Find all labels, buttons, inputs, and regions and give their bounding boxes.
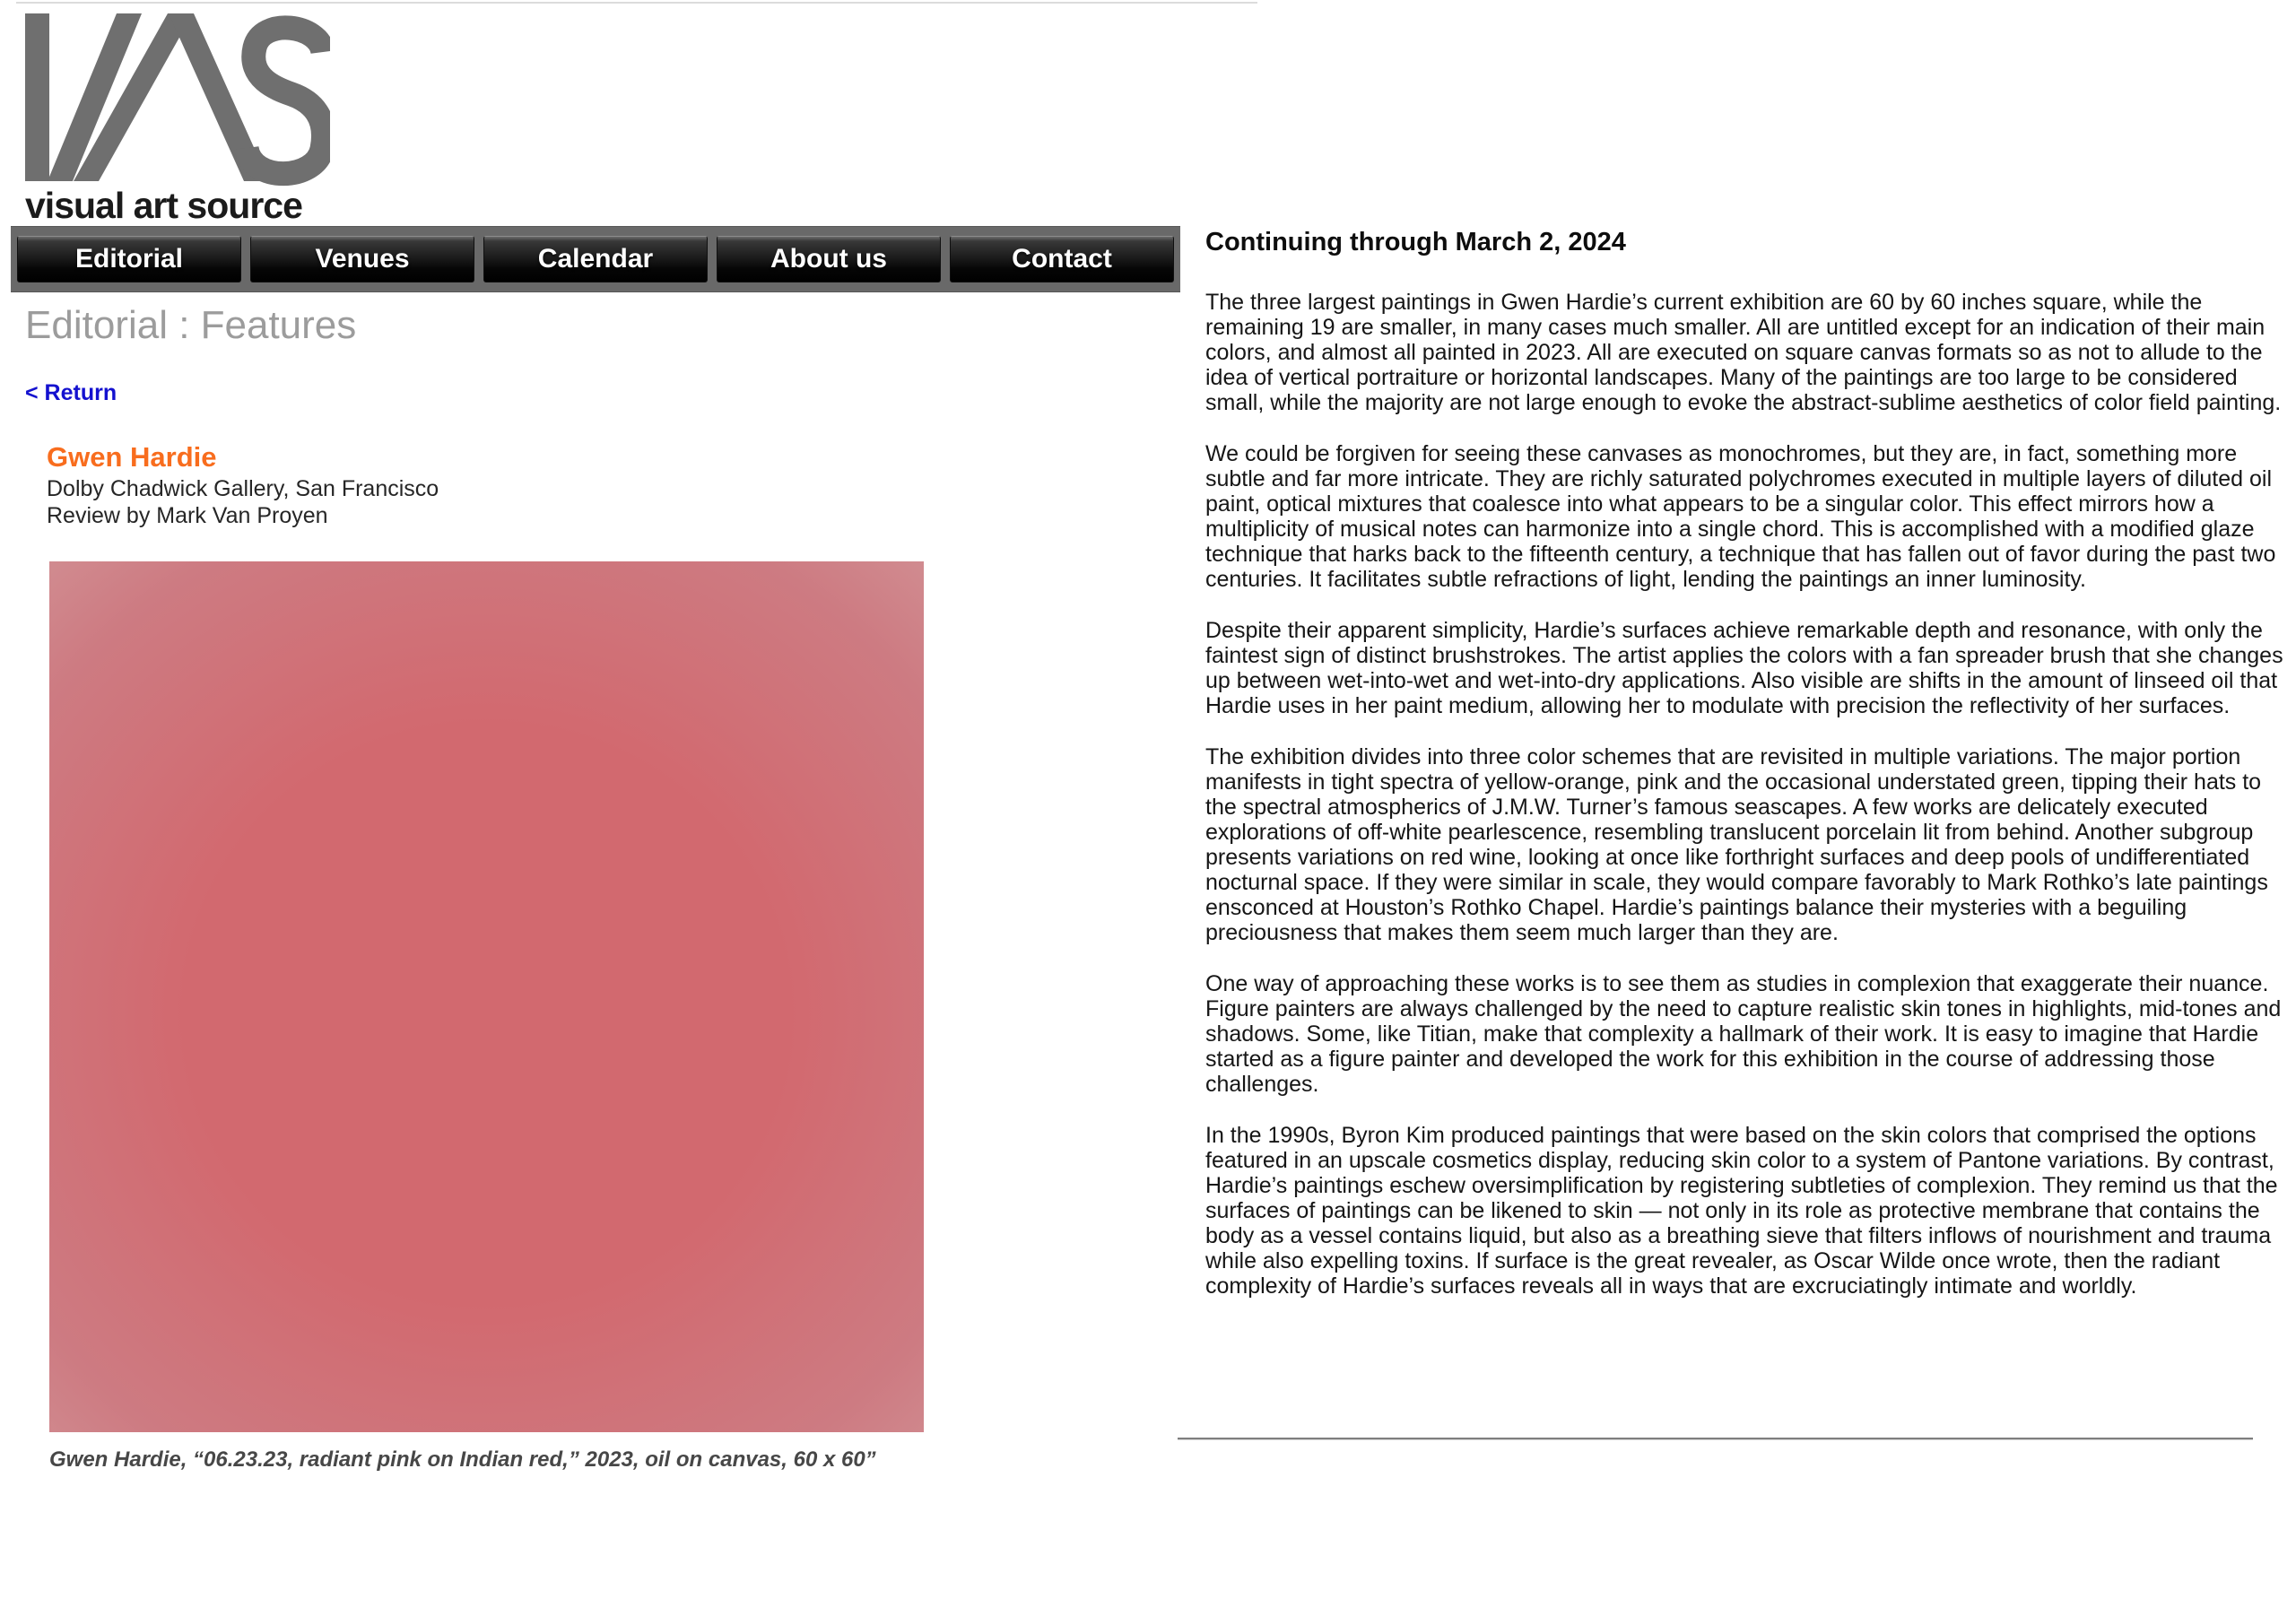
review-paragraph: One way of approaching these works is to see them as studies in complexion that exaggerate their nuance. Figure painters are always challenged by the need to capture realistic skin tones in highlights, mid-tones and shadows. Some, like Titian, make that complexity a hallmark of their work. It is easy to imagine that Hardie started as a figure painter and developed the work for this exhibition in the course of addressing those challenges.: [1205, 971, 2282, 1097]
top-divider: [16, 2, 1257, 4]
page-title: Editorial : Features: [25, 303, 357, 347]
nav-item-about-us[interactable]: About us: [717, 236, 941, 282]
return-link[interactable]: < Return: [25, 380, 117, 405]
logo-tagline: visual art source: [25, 185, 302, 226]
artwork-caption: Gwen Hardie, “06.23.23, radiant pink on Indian red,” 2023, oil on canvas, 60 x 60”: [49, 1447, 876, 1472]
nav-item-venues[interactable]: Venues: [250, 236, 474, 282]
vas-logo[interactable]: [25, 12, 330, 227]
review-paragraph: We could be forgiven for seeing these canvases as monochromes, but they are, in fact, something more subtle and far more intricate. They are richly saturated polychromes executed in multiple layers of diluted oil paint, optical mixtures that coalesce into what appears to be a singular color. This effect mirrors how a multiplicity of musical notes can harmonize into a single chord. This is accomplished with a modified glaze technique that harks back to the fifteenth century, a technique that has fallen out of favor during the past two centuries. It facilitates subtle refractions of light, lending the paintings an inner luminosity.: [1205, 441, 2276, 592]
nav-item-calendar[interactable]: Calendar: [483, 236, 708, 282]
byline: Review by Mark Van Proyen: [47, 503, 328, 528]
nav-item-editorial[interactable]: Editorial: [17, 236, 241, 282]
nav-item-contact[interactable]: Contact: [950, 236, 1174, 282]
review-paragraph: In the 1990s, Byron Kim produced paintings that were based on the skin colors that comprised the options featured in an upscale cosmetics display, reducing skin color to a system of Pantone variations. By contrast, Hardie’s paintings eschew oversimplification by registering subtleties of complexion. They remind us that the surfaces of paintings can be likened to skin — not only in its role as protective membrane that contains the body as a vessel contains liquid, but also as a breathing sieve that filters inflows of nourishment and trauma while also expelling toxins. If surface is the great revealer, as Oscar Wilde once wrote, then the radiant complexity of Hardie’s surfaces reveals all in ways that are excruciatingly intimate and worldly.: [1205, 1123, 2278, 1299]
vas-logo-mark: [25, 12, 330, 187]
review-paragraph: Despite their apparent simplicity, Hardie’s surfaces achieve remarkable depth and resonance, with only the faintest sign of distinct brushstrokes. The artist applies the colors with a fan spreader brush that she changes up between wet-into-wet and wet-into-dry applications. Also visible are shifts in the amount of linseed oil that Hardie uses in her paint medium, allowing her to modulate with precision the reflectivity of her surfaces.: [1205, 618, 2283, 718]
exhibition-dates: Continuing through March 2, 2024: [1205, 228, 1626, 256]
artwork-image: [49, 561, 924, 1432]
venue-line: Dolby Chadwick Gallery, San Francisco: [47, 476, 439, 501]
main-nav: [11, 226, 1180, 292]
review-column: [1205, 228, 2291, 1325]
review-paragraph: The exhibition divides into three color schemes that are revisited in multiple variations. The major portion manifests in tight spectra of yellow-orange, pink and the occasional understated green, tipping their hats to the spectral atmospherics of J.M.W. Turner’s famous seascapes. A few works are delicately executed explorations of off-white pearlescence, resembling translucent porcelain lit from behind. Another subgroup presents variations on red wine, looking at once like forthright surfaces and deep pools of undifferentiated nocturnal space. If they were similar in scale, they would compare favorably to Mark Rothko’s late paintings ensconced at Houston’s Rothko Chapel. Hardie’s paintings balance their mysteries with a beguiling preciousness that makes them seem much larger than they are.: [1205, 744, 2268, 945]
bottom-divider: [1178, 1438, 2253, 1440]
artist-name: Gwen Hardie: [47, 441, 217, 473]
review-paragraph: The three largest paintings in Gwen Hardie’s current exhibition are 60 by 60 inches square, while the remaining 19 are smaller, in many cases much smaller. All are untitled except for an indication of their main colors, and almost all painted in 2023. All are executed on square canvas formats so as not to allude to the idea of vertical portraiture or horizontal landscapes. Many of the paintings are too large to be considered small, while the majority are not large enough to evoke the abstract-sublime aesthetics of color field painting.: [1205, 290, 2282, 415]
